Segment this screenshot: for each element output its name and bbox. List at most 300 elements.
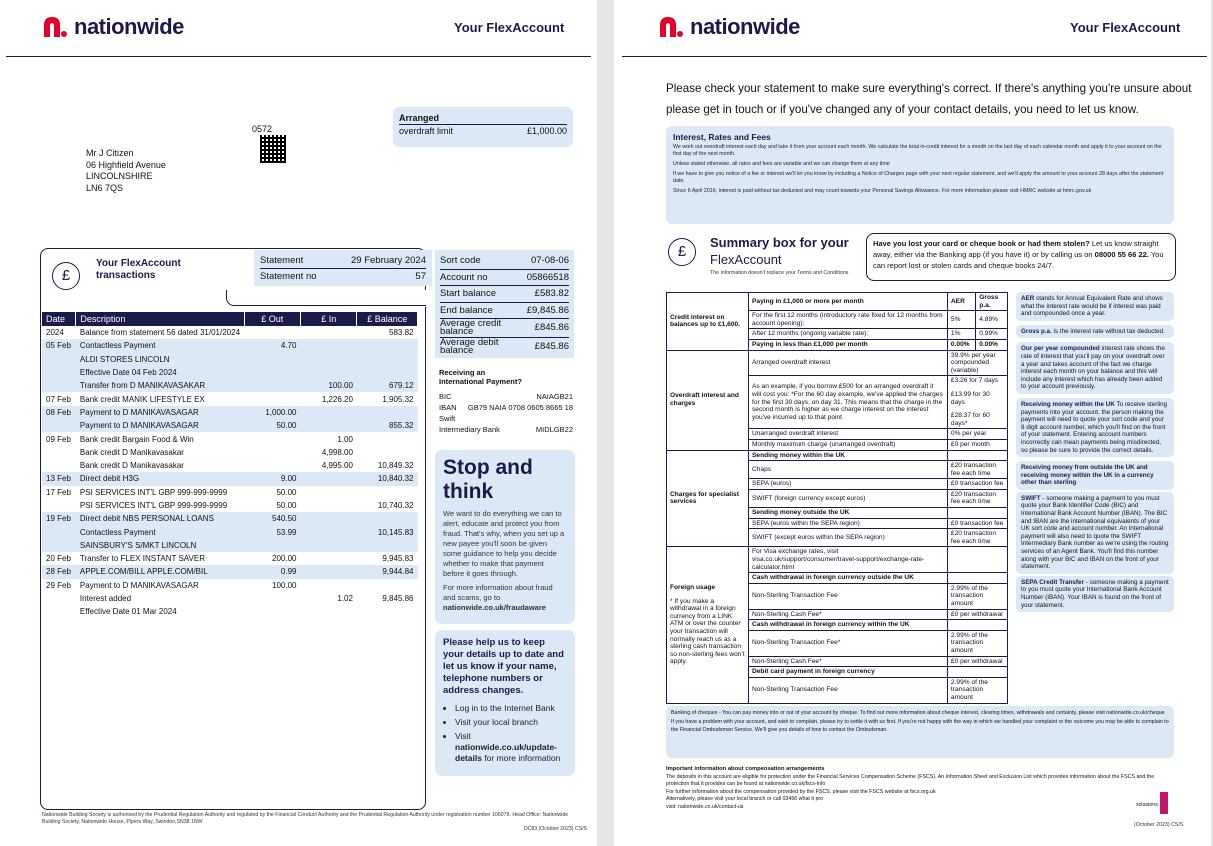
footer-code: (October 2023) CS/S	[1134, 822, 1184, 828]
avg-debit-label: Average debit balance	[440, 337, 499, 356]
comp-line: visit: nationwide.co.uk/contact-us	[666, 803, 744, 810]
avg-credit-label: Average credit balance	[440, 318, 502, 337]
comp-title: Important information about compensation arrangements	[666, 766, 825, 772]
cell-balance: 10,740.32	[377, 501, 414, 510]
cell-description: Bank credit D Manikavasakar	[79, 447, 184, 457]
summary-value	[947, 677, 1007, 703]
summary-desc: For the first 12 months (introductory rate fixed for 12 months from account opening):	[749, 311, 948, 329]
summary-desc: Sending money outside the UK	[749, 508, 948, 519]
summary-box-title	[710, 234, 849, 268]
cell-date	[42, 525, 76, 538]
cell-balance	[357, 579, 418, 592]
summary-table	[666, 292, 1008, 704]
nationwide-logo	[42, 14, 184, 40]
side-note	[1016, 492, 1174, 574]
cell-description: Bank credit MANIK LIFESTYLE EX	[79, 394, 205, 404]
cell-date: 2024	[46, 328, 64, 338]
comp-line: For further information about the compensation provided by the FSCS, please visit the FSCS website at fscs.org.uk	[666, 788, 936, 795]
iban-label: IBAN	[439, 403, 457, 412]
cell-out	[244, 392, 300, 405]
cell-description: Bank credit Bargain Food & Win	[79, 434, 194, 444]
cell-description: PSI SERVICES INT'L GBP 999-999-9999	[79, 501, 228, 510]
table-row	[42, 472, 418, 485]
intro-text: Please check your statement to make sure everything's correct. If there's anything you're unsure about please get in touch or if you've changed any of your contact details, you need to let us know.	[666, 82, 1192, 116]
summary-aer: 0.00%	[947, 339, 975, 350]
cell-date	[42, 592, 76, 605]
summary-aer: 5%	[947, 311, 975, 329]
cell-description: Transfer from D MANIKAVASAKAR	[76, 379, 244, 392]
summary-value-line: 2.99% of the transaction amount	[950, 678, 988, 701]
address-line: LINCOLNSHIRE	[86, 171, 153, 181]
summary-category	[667, 293, 749, 351]
summary-category	[667, 547, 749, 703]
summary-value	[947, 609, 1007, 620]
summary-aer: AER	[947, 293, 975, 311]
table-row	[42, 592, 418, 605]
header-divider	[622, 56, 1207, 57]
cell-balance	[357, 605, 418, 618]
table-row	[42, 512, 418, 525]
help-item	[455, 731, 567, 764]
summary-desc: Paying in £1,000 or more per month	[749, 293, 948, 311]
summary-value-line: £0 per month	[950, 440, 990, 448]
account-no-value: 05866518	[526, 271, 569, 283]
summary-value-line: 0% per year	[950, 430, 987, 438]
col-balance: £ Balance	[357, 312, 418, 326]
cell-description: Effective Date 04 Feb 2024	[76, 366, 244, 379]
summary-category	[667, 350, 749, 450]
summary-value-line: £0 transaction fee	[950, 519, 1004, 527]
logo-text: nationwide	[74, 14, 184, 39]
summary-value	[947, 508, 1007, 519]
cell-date: 29 Feb	[46, 580, 71, 590]
irf-paragraph: We work out overdraft interest each day and take it from your account each month. We calculate the total in-credit interest for a month on the last day of each calendar month and apply it to your account on the first day of the next month.	[673, 144, 1162, 157]
cell-date: 09 Feb	[46, 434, 71, 444]
lost-tail: You can report lost or stolen cards and cheque books 24/7.	[873, 250, 1164, 270]
intermediary-value: MIDLGB22	[535, 425, 573, 434]
summary-value	[947, 439, 1007, 450]
cell-description: Direct debit NBS PERSONAL LOANS	[76, 512, 244, 525]
transactions-title	[96, 258, 181, 282]
summary-value	[947, 656, 1007, 667]
qr-code	[260, 135, 286, 163]
table-row	[42, 353, 418, 366]
statement-page-1	[0, 0, 597, 846]
cell-description: PSI SERVICES INT'L GBP 999-999-9999	[79, 487, 228, 497]
summary-value	[947, 376, 1007, 429]
cell-balance	[357, 353, 418, 366]
cell-balance: 9,845.86	[382, 594, 414, 604]
summary-value	[947, 429, 1007, 440]
cell-out: 100.00	[272, 580, 297, 590]
arranged-overdraft-box	[393, 107, 573, 147]
category-label: Charges for specialist services	[670, 490, 739, 506]
sort-code-label: Sort code	[440, 255, 481, 266]
cell-in	[300, 605, 356, 618]
cell-in: 1.00	[337, 434, 353, 444]
table-row	[42, 459, 418, 472]
banking-cheques-box	[666, 706, 1174, 758]
summary-value-line: £13.99 for 30 days	[950, 390, 990, 406]
summary-value	[947, 667, 1007, 678]
summary-value-line: £20 transaction fee each time	[950, 490, 997, 506]
stop-more	[443, 583, 567, 613]
side-note	[1016, 461, 1174, 490]
summary-row	[667, 450, 1008, 461]
comp-line: The deposits in this account are eligible for protection under the Financial Services Compensation Scheme (FSCS). An Information Sheet and Exclusion List which provides information about the FSCS and the protection that it provides can be found at nationwide.co.uk/fscs-info	[666, 773, 1155, 788]
table-row	[42, 579, 418, 592]
cell-in	[300, 539, 356, 552]
summary-row	[667, 547, 1008, 573]
header-divider	[6, 56, 591, 57]
page1-footer	[42, 812, 587, 832]
col-in: £ In	[300, 312, 356, 326]
visit-prefix: Visit	[455, 731, 471, 741]
cell-in	[300, 419, 356, 432]
cell-out	[244, 353, 300, 366]
col-date: Date	[42, 312, 76, 326]
doc-title: Your FlexAccount	[1070, 20, 1181, 35]
banking-text: Banking of cheques - You can pay money into or out of your account by cheque. To find out more information about cheque interest, clearing times, withdrawals and certainty, please visit nationwide.co.uk/cheque	[671, 710, 1165, 716]
summary-desc: Sending money within the UK	[749, 450, 948, 461]
summary-value-line: 2.99% of the transaction amount	[950, 631, 988, 654]
cell-description: Interest added	[79, 594, 132, 604]
side-note-term: Gross p.a.	[1021, 327, 1052, 335]
cell-description: SAINSBURY'S S/MKT LINCOLN	[76, 539, 244, 552]
summary-value	[947, 529, 1007, 547]
exclusions-fragment: xclusions.	[1136, 802, 1160, 808]
summary-value-line: 39.9% per year compounded (variable)	[950, 351, 996, 374]
cell-balance	[357, 446, 418, 459]
compensation-info	[666, 766, 1174, 812]
summary-desc: Non-Sterling Cash Fee*	[749, 656, 948, 667]
table-row	[42, 552, 418, 565]
arranged-label: overdraft limit	[399, 126, 454, 136]
cell-in: 1.02	[337, 594, 353, 604]
cell-balance: 9,944.84	[357, 565, 418, 578]
summary-value-line: £3.26 for 7 days	[950, 377, 999, 385]
statement-label: Statement	[260, 255, 304, 266]
lost-phone[interactable]: 08000 55 66 22.	[1094, 250, 1149, 259]
summary-desc: Non-Sterling Transaction Fee*	[749, 630, 948, 656]
arranged-value: £1,000.00	[526, 126, 567, 136]
sort-code-value: 07-08-06	[530, 255, 569, 266]
cell-out	[244, 326, 300, 339]
update-details-box	[435, 630, 575, 776]
summary-value	[947, 518, 1007, 529]
cell-out: 50.00	[276, 501, 297, 510]
cell-date	[42, 459, 76, 472]
summary-category	[667, 450, 749, 547]
cell-in	[300, 472, 356, 485]
summary-desc: Non-Sterling Transaction Fee	[749, 677, 948, 703]
summary-desc: SEPA (euros)	[749, 479, 948, 490]
cell-in	[300, 565, 356, 578]
lost-text: Let us know straight away, either via the Banking app (if you have it) or by calling us on	[873, 239, 1159, 259]
cell-in	[300, 525, 356, 538]
summary-gross: Gross p.a.	[976, 293, 1008, 311]
statement-info-box	[254, 250, 432, 286]
start-balance-value: £583.82	[534, 288, 569, 299]
transactions-title-line: Your FlexAccount	[96, 258, 181, 269]
cell-in: 4,998.00	[321, 447, 353, 457]
cell-out: 4.70	[244, 339, 300, 352]
cell-date: 19 Feb	[42, 512, 76, 525]
side-note-text: stands for Annual Equivalent Rate and shows what the interest rate would be if interest was paid and compounded once a year.	[1021, 295, 1163, 318]
cell-out	[244, 432, 300, 445]
cell-balance	[357, 366, 418, 379]
table-row	[42, 605, 418, 618]
cell-in	[300, 499, 356, 512]
cell-out	[244, 459, 300, 472]
cell-out: 540.50	[244, 512, 300, 525]
summary-value-line: £20 transaction fee each time	[950, 530, 997, 545]
table-row	[42, 392, 418, 405]
stop-title: Stop and think	[443, 456, 533, 503]
summary-desc: After 12 months (ongoing variable rate):	[749, 329, 948, 340]
side-note-term: Receiving money within the UK	[1021, 400, 1115, 408]
statement-date: 29 February 2024	[351, 255, 426, 266]
table-row	[42, 339, 418, 352]
summary-desc: As an example, if you borrow £500 for an arranged overdraft it will cost you: *For the 60 day example, we've applied the charges for the first 30 days, on day 31. This means that the charge in the second month is higher as we charge interest on the interest you've incurred up to that point	[749, 376, 948, 429]
avg-debit-value: £845.86	[534, 341, 569, 352]
cell-out: 50.00	[276, 487, 297, 497]
address-line: 06 Highfield Avenue	[86, 159, 166, 170]
summary-desc: Chaps	[749, 461, 948, 479]
summary-desc: Paying in less than £1,000 per month	[749, 339, 948, 350]
summary-aer: 1%	[947, 329, 975, 340]
cell-in	[300, 366, 356, 379]
intl-title: Receiving an International Payment?	[439, 368, 522, 386]
bic-value: NAIAGB21	[536, 392, 573, 401]
cell-balance: 583.82	[389, 328, 414, 338]
summary-value	[947, 479, 1007, 490]
cell-balance: 855.32	[357, 419, 418, 432]
cell-date: 08 Feb	[42, 406, 76, 419]
irf-paragraph: Unless stated otherwise, all rates and fees are variable and we can change them at any time	[673, 161, 890, 167]
summary-value	[947, 489, 1007, 507]
cell-out	[244, 539, 300, 552]
summary-row	[667, 293, 1008, 311]
category-label: Overdraft interest and charges	[670, 392, 739, 408]
cell-date	[42, 379, 76, 392]
cell-description: ALDI STORES LINCOLN	[76, 353, 244, 366]
table-row	[42, 539, 418, 552]
cell-out: 9.00	[244, 472, 300, 485]
cell-date	[42, 605, 76, 618]
account-no-label: Account no	[440, 271, 488, 283]
cell-out: 53.99	[244, 525, 300, 538]
summary-desc: For Visa exchange rates, visit visa.co.uk/support/consumer/travel-support/exchange-rate-calculator.html	[749, 547, 948, 573]
cell-description: Balance from statement 56 dated 31/01/2024	[79, 328, 241, 338]
avg-credit-value: £845.86	[534, 322, 569, 333]
summary-row	[667, 350, 1008, 376]
side-note	[1016, 398, 1174, 457]
table-row	[42, 326, 418, 339]
side-note-term: Our per year compounded	[1021, 345, 1100, 353]
col-description: Description	[76, 312, 244, 326]
table-row	[42, 406, 418, 419]
cell-date	[42, 353, 76, 366]
irf-paragraph: Since 6 April 2016, interest is paid without tax deducted and may count towards your Personal Savings Allowance. For more information please visit HMRC website at hmrc.gov.uk	[673, 188, 1092, 194]
cell-description: Payment to D MANIKAVASAGAR	[76, 419, 244, 432]
side-note	[1016, 325, 1174, 339]
summary-desc: SEPA (euros within the SEPA region)	[749, 518, 948, 529]
summary-desc: Cash withdrawal in foreign currency within the UK	[749, 620, 948, 631]
cell-out: 0.99	[244, 565, 300, 578]
nationwide-logo-icon	[42, 15, 68, 39]
summary-value-line: 2.99% of the transaction amount	[950, 584, 988, 607]
cell-out	[244, 592, 300, 605]
cell-out: 1,000.00	[244, 406, 300, 419]
summary-desc: Arranged overdraft interest	[749, 350, 948, 376]
cell-balance: 10,849.32	[377, 461, 414, 471]
nationwide-logo	[658, 14, 800, 40]
cell-date: 17 Feb	[46, 487, 71, 497]
update-details-link[interactable]: nationwide.co.uk/update-details	[455, 742, 558, 763]
cell-balance: 9,945.83	[382, 554, 414, 564]
transactions-tab-notch	[226, 290, 426, 306]
summary-gross: 0.00%	[976, 339, 1008, 350]
cell-in	[300, 512, 356, 525]
cell-description: Bank credit D Manikavasakar	[79, 461, 184, 471]
cell-in: 100.00	[300, 379, 356, 392]
table-row	[42, 565, 418, 578]
side-note-term: SWIFT	[1021, 494, 1041, 502]
stop-more-text: For more information about fraud and scams, go to	[443, 583, 553, 602]
summary-desc: Cash withdrawal in foreign currency outside the UK	[749, 573, 948, 584]
cell-balance: 1,905.32	[382, 394, 414, 404]
col-out: £ Out	[244, 312, 300, 326]
help-title: Please help us to keep your details up to date and let us know if your name, telephone numbers or address changes.	[443, 637, 564, 696]
notch-mask	[41, 306, 426, 307]
address-line: Mr J Citizen	[86, 148, 134, 158]
cell-description: Effective Date 01 Mar 2024	[79, 607, 177, 617]
cell-description: Transfer to FLEX INSTANT SAVER	[79, 554, 205, 564]
lost-card-box	[866, 233, 1176, 281]
summary-desc: SWIFT (foreign currency except euros)	[749, 489, 948, 507]
table-row	[42, 525, 418, 538]
start-balance-label: Start balance	[440, 288, 496, 299]
summary-value	[947, 350, 1007, 376]
summary-value-line: £0 per withdrawal	[950, 610, 1003, 618]
summary-value	[947, 630, 1007, 656]
complaint-text: If you have a problem with your account, and wish to complain, please try to settle it with us first. If you're not happy with the way in which we handled your complaint or the outcome you may be able to complain to the Financial Ombudsman Service. We'll give you details of how to contact the Ombudsman.	[671, 718, 1169, 733]
side-note-term: Receiving money from outside the UK and receiving money within the UK in a currency other than sterling	[1021, 464, 1154, 487]
cell-balance: 10,145.83	[357, 525, 418, 538]
help-item: • Visit your local branch	[455, 717, 567, 728]
cell-in	[300, 486, 356, 499]
cell-balance: 10,840.32	[357, 472, 418, 485]
fraudaware-link[interactable]: nationwide.co.uk/fraudaware	[443, 603, 546, 612]
summary-desc: Non-Sterling Cash Fee*	[749, 609, 948, 620]
summary-value-line: £20 transaction fee each time	[950, 462, 997, 477]
summary-gross: 0.99%	[976, 329, 1008, 340]
comp-line: Alternatively, please visit your local branch or call 03456 what it pro	[666, 796, 824, 803]
visit-suffix: for more information	[484, 753, 561, 763]
pound-icon: £	[668, 238, 696, 266]
stop-and-think-box	[435, 450, 575, 624]
table-row	[42, 379, 418, 392]
summary-table-body	[667, 293, 1008, 704]
table-row	[42, 486, 418, 499]
footer-text: Nationwide Building Society is authorised by the Prudential Regulation Authority and regulated by the Financial Conduct Authority and the Prudential Regulation Authority under registration number 106078. Head Office: Nationwide Building Society, Nationwide House, Pipers Way, Swindon,SN38 1NW	[42, 812, 569, 825]
cell-in	[300, 406, 356, 419]
pound-icon: £	[52, 262, 80, 290]
side-note-text: - someone making a payment to you must quote your Bank Identifier Code (BIC) and International Bank Account Number (IBAN). The BIC and IBAN are the international equivalents of your UK sort code and account number. An international payment will also need to quote the SWIFT Intermediary Bank number as we're using the routing services of an Agent Bank. You'll find this number along with your BIC and IBAN on the front of your statement.	[1021, 494, 1169, 571]
summary-subtitle: The information doesn't replace your Terms and Conditions	[710, 270, 849, 276]
interest-rates-fees-box	[666, 126, 1174, 224]
summary-title-rest: FlexAccount	[710, 252, 782, 267]
table-row	[42, 432, 418, 445]
cell-description: Contactless Payment	[76, 339, 244, 352]
end-balance-label: End balance	[440, 304, 493, 316]
arranged-title: Arranged	[399, 113, 440, 123]
summary-value	[947, 461, 1007, 479]
summary-gross: 4.89%	[976, 311, 1008, 329]
table-row	[42, 366, 418, 379]
intermediary-label: Intermediary Bank	[439, 425, 500, 434]
side-note	[1016, 342, 1174, 394]
statement-no-label: Statement no	[260, 271, 317, 282]
cell-date: 07 Feb	[46, 394, 71, 404]
transactions-title-line: transactions	[96, 270, 156, 281]
cell-date	[42, 499, 76, 512]
cell-out	[244, 366, 300, 379]
statement-no: 57	[415, 271, 426, 282]
side-note-text: is the interest rate without tax deducted.	[1051, 327, 1165, 335]
nationwide-logo-icon	[658, 15, 684, 39]
cell-in	[300, 326, 356, 339]
cell-date: 13 Feb	[42, 472, 76, 485]
cell-in	[300, 579, 356, 592]
irf-paragraph: If we have to give you notice of a fee or interest we'll let you know by including a Notice of Charges page with your next regular statement, and we'll apply the amount to your account 28 days after the statement date.	[673, 171, 1164, 184]
cell-date: 20 Feb	[46, 554, 71, 564]
summary-value	[947, 450, 1007, 461]
cell-description: Contactless Payment	[76, 525, 244, 538]
summary-value	[947, 547, 1007, 573]
summary-desc: SWIFT (except euros within the SEPA region)	[749, 529, 948, 547]
cell-balance: 679.12	[357, 379, 418, 392]
logo-text: nationwide	[690, 14, 800, 39]
cell-out	[244, 446, 300, 459]
cell-balance	[357, 512, 418, 525]
table-row	[42, 419, 418, 432]
brand-mark	[1160, 792, 1168, 814]
cell-out: 200.00	[272, 554, 297, 564]
doc-title: Your FlexAccount	[454, 20, 565, 35]
table-row	[42, 499, 418, 512]
cell-in	[300, 552, 356, 565]
cell-balance	[357, 486, 418, 499]
cell-date	[42, 539, 76, 552]
side-note-text: To receive sterling payments into your account, the person making the payment will need to quote your sort code and your 8 digit account number, which you'll find on the front of your statement. Entering account numbers incorrectly can mean payments being misdirected, so please be sure to provide the correct details.	[1021, 400, 1168, 454]
stop-body: We want to do everything we can to alert, educate and protect you from fraud. That's why, when you set up a new payee you'll soon be given some guidance to help you decide whether to make that payment before it goes through.	[443, 509, 565, 578]
cell-description: Direct debit H3G	[76, 472, 244, 485]
cell-date: 05 Feb	[42, 339, 76, 352]
international-payment-info	[439, 368, 573, 435]
address-line: LN6 7QS	[86, 182, 124, 193]
cell-in: 4,995.00	[321, 461, 353, 471]
cell-balance	[357, 539, 418, 552]
cell-in	[300, 339, 356, 352]
category-label: Credit interest on balances up to £1,600.	[670, 313, 740, 329]
side-note-term: AER	[1021, 295, 1035, 302]
cell-date	[42, 419, 76, 432]
cell-out	[244, 379, 300, 392]
summary-side-notes	[1016, 292, 1174, 614]
summary-value-line: £28.37 for 60 days*	[950, 412, 990, 427]
